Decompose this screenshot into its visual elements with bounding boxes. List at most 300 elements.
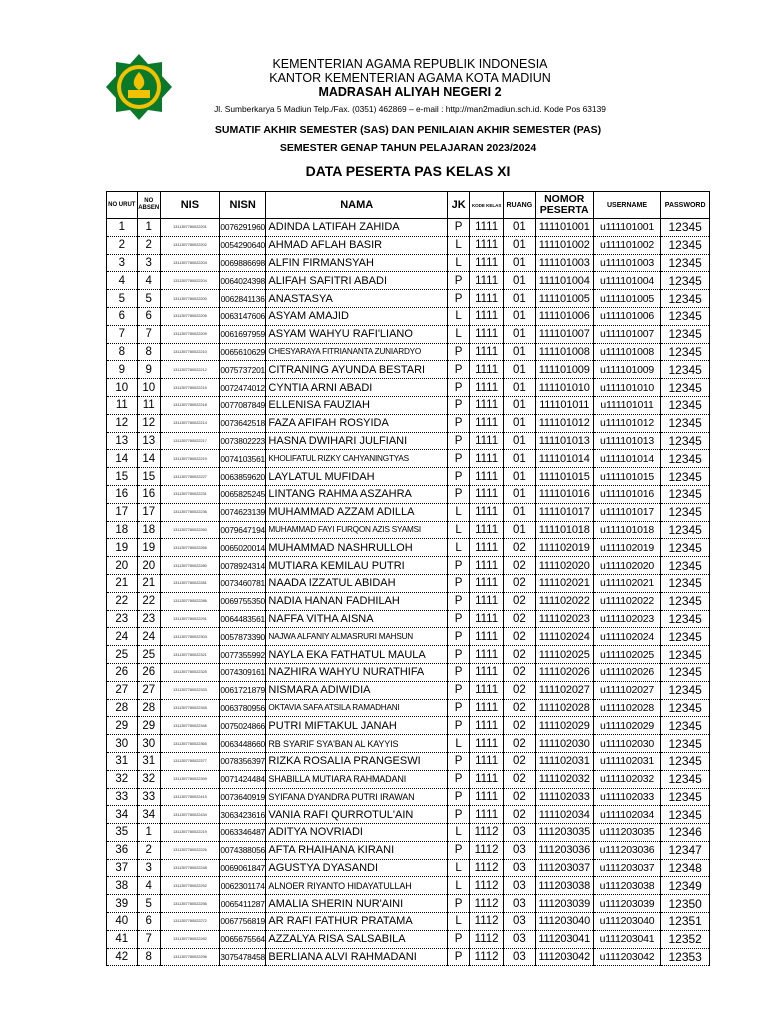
cell-nama: ALIFAH SAFITRI ABADI bbox=[266, 272, 448, 290]
cell-no-absen: 32 bbox=[137, 770, 160, 788]
cell-nisn: 0063346487 bbox=[219, 824, 265, 842]
cell-nisn: 0075024866 bbox=[219, 717, 265, 735]
cell-no-urut: 7 bbox=[107, 325, 138, 343]
cell-username: u111101010 bbox=[593, 379, 661, 397]
cell-username: u111101007 bbox=[593, 325, 661, 343]
cell-username: u111101005 bbox=[593, 290, 661, 308]
cell-nomor-peserta: 111203037 bbox=[535, 859, 593, 877]
cell-username: u111203035 bbox=[593, 824, 661, 842]
cell-ruang: 01 bbox=[504, 236, 536, 254]
table-row bbox=[107, 592, 710, 610]
cell-password: 12349 bbox=[661, 877, 710, 895]
cell-nama: AHMAD AFLAH BASIR bbox=[266, 236, 448, 254]
cell-no-absen: 18 bbox=[137, 521, 160, 539]
cell-jk: L bbox=[448, 503, 470, 521]
cell-kode-kelas: 1111 bbox=[470, 272, 504, 290]
cell-jk: P bbox=[448, 468, 470, 486]
col-header-nama: NAMA bbox=[266, 192, 448, 219]
cell-nis: 1311357780022281 bbox=[160, 574, 219, 592]
cell-nama: AZZALYA RISA SALSABILA bbox=[266, 930, 448, 948]
cell-no-absen: 14 bbox=[137, 450, 160, 468]
table-row bbox=[107, 219, 710, 237]
cell-ruang: 01 bbox=[504, 290, 536, 308]
cell-nis: 1311357780022248 bbox=[160, 859, 219, 877]
cell-nisn: 0064483561 bbox=[219, 610, 265, 628]
cell-nomor-peserta: 111102026 bbox=[535, 663, 593, 681]
cell-nomor-peserta: 111102032 bbox=[535, 770, 593, 788]
cell-kode-kelas: 1111 bbox=[470, 432, 504, 450]
table-row bbox=[107, 254, 710, 272]
cell-jk: L bbox=[448, 735, 470, 753]
cell-username: u111102023 bbox=[593, 610, 661, 628]
cell-nisn: 0064024398 bbox=[219, 272, 265, 290]
cell-nis: 1311357780022204 bbox=[160, 254, 219, 272]
cell-username: u111101009 bbox=[593, 361, 661, 379]
cell-kode-kelas: 1111 bbox=[470, 290, 504, 308]
cell-password: 12345 bbox=[661, 361, 710, 379]
cell-password: 12351 bbox=[661, 913, 710, 931]
cell-jk: P bbox=[448, 450, 470, 468]
cell-no-absen: 4 bbox=[137, 272, 160, 290]
cell-jk: P bbox=[448, 681, 470, 699]
cell-nis: 1311357780022236 bbox=[160, 503, 219, 521]
cell-nis: 1311357780022227 bbox=[160, 468, 219, 486]
cell-nisn: 0076291960 bbox=[219, 219, 265, 237]
cell-nisn: 0062301174 bbox=[219, 877, 265, 895]
cell-no-absen: 21 bbox=[137, 574, 160, 592]
cell-kode-kelas: 1111 bbox=[470, 503, 504, 521]
cell-kode-kelas: 1111 bbox=[470, 254, 504, 272]
table-row bbox=[107, 877, 710, 895]
cell-username: u111102028 bbox=[593, 699, 661, 717]
cell-no-absen: 17 bbox=[137, 503, 160, 521]
col-header-kode-kelas: KODE KELAS bbox=[470, 192, 504, 219]
cell-username: u111101012 bbox=[593, 414, 661, 432]
cell-username: u111203039 bbox=[593, 895, 661, 913]
cell-password: 12345 bbox=[661, 468, 710, 486]
cell-password: 12348 bbox=[661, 859, 710, 877]
cell-password: 12345 bbox=[661, 219, 710, 237]
cell-kode-kelas: 1111 bbox=[470, 414, 504, 432]
cell-no-absen: 30 bbox=[137, 735, 160, 753]
cell-kode-kelas: 1111 bbox=[470, 450, 504, 468]
cell-password: 12345 bbox=[661, 290, 710, 308]
cell-kode-kelas: 1111 bbox=[470, 574, 504, 592]
cell-username: u111102020 bbox=[593, 557, 661, 575]
cell-no-absen: 6 bbox=[137, 913, 160, 931]
cell-nama: OKTAVIA SAFA ATSILA RAMADHANI bbox=[266, 699, 448, 717]
cell-nis: 1311357780022201 bbox=[160, 219, 219, 237]
cell-no-absen: 2 bbox=[137, 236, 160, 254]
cell-no-urut: 32 bbox=[107, 770, 138, 788]
cell-nis: 1311357780022399 bbox=[160, 770, 219, 788]
cell-kode-kelas: 1111 bbox=[470, 663, 504, 681]
cell-nisn: 0065020014 bbox=[219, 539, 265, 557]
cell-ruang: 01 bbox=[504, 254, 536, 272]
cell-no-absen: 22 bbox=[137, 592, 160, 610]
cell-jk: L bbox=[448, 521, 470, 539]
cell-nisn: 0065411287 bbox=[219, 895, 265, 913]
cell-nis: 1311357780022210 bbox=[160, 343, 219, 361]
cell-ruang: 02 bbox=[504, 646, 536, 664]
cell-jk: P bbox=[448, 272, 470, 290]
cell-ruang: 01 bbox=[504, 361, 536, 379]
cell-password: 12345 bbox=[661, 646, 710, 664]
cell-ruang: 01 bbox=[504, 521, 536, 539]
cell-jk: P bbox=[448, 557, 470, 575]
cell-password: 12345 bbox=[661, 663, 710, 681]
cell-no-urut: 23 bbox=[107, 610, 138, 628]
cell-no-urut: 26 bbox=[107, 663, 138, 681]
table-row bbox=[107, 717, 710, 735]
cell-no-urut: 18 bbox=[107, 521, 138, 539]
table-row bbox=[107, 681, 710, 699]
table-row bbox=[107, 325, 710, 343]
cell-nisn: 0069061847 bbox=[219, 859, 265, 877]
cell-username: u111102031 bbox=[593, 752, 661, 770]
cell-no-absen: 1 bbox=[137, 824, 160, 842]
cell-kode-kelas: 1111 bbox=[470, 610, 504, 628]
cell-nomor-peserta: 111102021 bbox=[535, 574, 593, 592]
cell-username: u111102021 bbox=[593, 574, 661, 592]
cell-jk: L bbox=[448, 325, 470, 343]
cell-ruang: 01 bbox=[504, 343, 536, 361]
col-header-password: PASSWORD bbox=[661, 192, 710, 219]
cell-ruang: 01 bbox=[504, 272, 536, 290]
cell-jk: L bbox=[448, 539, 470, 557]
cell-nisn: 0074103561 bbox=[219, 450, 265, 468]
cell-nama: MUHAMMAD FAYI FURQON AZIS SYAMSI bbox=[266, 521, 448, 539]
col-header-nomor-peserta: NOMOR PESERTA bbox=[535, 192, 593, 219]
cell-password: 12345 bbox=[661, 254, 710, 272]
cell-kode-kelas: 1111 bbox=[470, 557, 504, 575]
cell-nisn: 0074309161 bbox=[219, 663, 265, 681]
cell-nis: 1311357780022280 bbox=[160, 557, 219, 575]
cell-username: u111102033 bbox=[593, 788, 661, 806]
cell-nis: 1311357780022217 bbox=[160, 432, 219, 450]
cell-password: 12345 bbox=[661, 521, 710, 539]
cell-nama: FAZA AFIFAH ROSYIDA bbox=[266, 414, 448, 432]
cell-no-urut: 3 bbox=[107, 254, 138, 272]
table-row bbox=[107, 663, 710, 681]
cell-username: u111102029 bbox=[593, 717, 661, 735]
col-header-username: USERNAME bbox=[593, 192, 661, 219]
cell-no-urut: 4 bbox=[107, 272, 138, 290]
cell-ruang: 02 bbox=[504, 752, 536, 770]
cell-nisn: 0067756819 bbox=[219, 913, 265, 931]
cell-jk: P bbox=[448, 290, 470, 308]
col-header-nisn: NISN bbox=[219, 192, 265, 219]
cell-no-urut: 36 bbox=[107, 841, 138, 859]
cell-nama: MUHAMMAD NASHRULLOH bbox=[266, 539, 448, 557]
cell-nomor-peserta: 111203040 bbox=[535, 913, 593, 931]
school-name: MADRASAH ALIYAH NEGERI 2 bbox=[318, 85, 502, 99]
cell-ruang: 01 bbox=[504, 450, 536, 468]
cell-no-absen: 1 bbox=[137, 219, 160, 237]
table-row bbox=[107, 468, 710, 486]
cell-kode-kelas: 1111 bbox=[470, 325, 504, 343]
cell-no-absen: 24 bbox=[137, 628, 160, 646]
exam-subtitle: SUMATIF AKHIR SEMESTER (SAS) DAN PENILAIAN AKHIR SEMESTER (PAS) bbox=[214, 124, 602, 136]
cell-username: u111102032 bbox=[593, 770, 661, 788]
col-header-no-absen: NO ABSEN bbox=[137, 192, 160, 219]
cell-password: 12345 bbox=[661, 557, 710, 575]
cell-nisn: 0075737201 bbox=[219, 361, 265, 379]
cell-nis: 1311357780022256 bbox=[160, 895, 219, 913]
cell-nomor-peserta: 111102033 bbox=[535, 788, 593, 806]
cell-nama: NAZHIRA WAHYU NURATHIFA bbox=[266, 663, 448, 681]
semester-subtitle: SEMESTER GENAP TAHUN PELAJARAN 2023/2024 bbox=[279, 142, 537, 154]
cell-nisn: 0079647194 bbox=[219, 521, 265, 539]
cell-nomor-peserta: 111203035 bbox=[535, 824, 593, 842]
cell-nama: RIZKA ROSALIA PRANGESWI bbox=[266, 752, 448, 770]
cell-jk: P bbox=[448, 930, 470, 948]
cell-kode-kelas: 1111 bbox=[470, 717, 504, 735]
cell-nomor-peserta: 111203042 bbox=[535, 948, 593, 966]
table-row bbox=[107, 236, 710, 254]
cell-username: u111101015 bbox=[593, 468, 661, 486]
cell-nis: 1311357780022434 bbox=[160, 806, 219, 824]
cell-nis: 1311357780022377 bbox=[160, 752, 219, 770]
cell-no-absen: 5 bbox=[137, 290, 160, 308]
cell-nis: 1311357780022200 bbox=[160, 290, 219, 308]
cell-nis: 1311357780022333 bbox=[160, 681, 219, 699]
cell-nomor-peserta: 111102031 bbox=[535, 752, 593, 770]
cell-nama: PUTRI MIFTAKUL JANAH bbox=[266, 717, 448, 735]
cell-username: u111102024 bbox=[593, 628, 661, 646]
cell-nomor-peserta: 111101014 bbox=[535, 450, 593, 468]
cell-ruang: 01 bbox=[504, 307, 536, 325]
cell-password: 12345 bbox=[661, 699, 710, 717]
cell-nomor-peserta: 111101008 bbox=[535, 343, 593, 361]
cell-kode-kelas: 1112 bbox=[470, 948, 504, 966]
cell-no-urut: 42 bbox=[107, 948, 138, 966]
cell-nomor-peserta: 111101017 bbox=[535, 503, 593, 521]
cell-password: 12345 bbox=[661, 628, 710, 646]
cell-no-absen: 11 bbox=[137, 396, 160, 414]
cell-nama: MUHAMMAD AZZAM ADILLA bbox=[266, 503, 448, 521]
cell-nisn: 0073642518 bbox=[219, 414, 265, 432]
cell-no-urut: 24 bbox=[107, 628, 138, 646]
cell-nama: NAFFA VITHA AISNA bbox=[266, 610, 448, 628]
logo-book-icon bbox=[128, 90, 150, 98]
cell-nomor-peserta: 111102023 bbox=[535, 610, 593, 628]
cell-password: 12345 bbox=[661, 735, 710, 753]
cell-nisn: 0077355992 bbox=[219, 646, 265, 664]
cell-nisn: 0072474012 bbox=[219, 379, 265, 397]
cell-no-absen: 7 bbox=[137, 325, 160, 343]
cell-no-urut: 27 bbox=[107, 681, 138, 699]
table-row bbox=[107, 752, 710, 770]
col-header-nis: NIS bbox=[160, 192, 219, 219]
cell-nama: AMALIA SHERIN NUR'AINI bbox=[266, 895, 448, 913]
table-row bbox=[107, 735, 710, 753]
cell-jk: P bbox=[448, 343, 470, 361]
cell-ruang: 02 bbox=[504, 806, 536, 824]
cell-nama: ADINDA LATIFAH ZAHIDA bbox=[266, 219, 448, 237]
cell-username: u111101006 bbox=[593, 307, 661, 325]
cell-nama: LAYLATUL MUFIDAH bbox=[266, 468, 448, 486]
table-row bbox=[107, 628, 710, 646]
cell-nisn: 0065675564 bbox=[219, 930, 265, 948]
cell-nama: ASYAM AMAJID bbox=[266, 307, 448, 325]
table-row bbox=[107, 539, 710, 557]
cell-jk: P bbox=[448, 396, 470, 414]
cell-ruang: 02 bbox=[504, 610, 536, 628]
cell-password: 12345 bbox=[661, 770, 710, 788]
cell-jk: P bbox=[448, 361, 470, 379]
cell-nomor-peserta: 111101009 bbox=[535, 361, 593, 379]
cell-kode-kelas: 1112 bbox=[470, 930, 504, 948]
cell-no-absen: 15 bbox=[137, 468, 160, 486]
cell-ruang: 03 bbox=[504, 859, 536, 877]
table-row bbox=[107, 307, 710, 325]
cell-nama: CYNTIA ARNI ABADI bbox=[266, 379, 448, 397]
cell-no-urut: 5 bbox=[107, 290, 138, 308]
cell-no-urut: 34 bbox=[107, 806, 138, 824]
cell-nama: RB SYARIF SYA'BAN AL KAYYIS bbox=[266, 735, 448, 753]
cell-kode-kelas: 1111 bbox=[470, 236, 504, 254]
cell-nomor-peserta: 111102029 bbox=[535, 717, 593, 735]
cell-nisn: 0057873390 bbox=[219, 628, 265, 646]
table-row bbox=[107, 574, 710, 592]
cell-nomor-peserta: 111102020 bbox=[535, 557, 593, 575]
table-row bbox=[107, 432, 710, 450]
cell-jk: L bbox=[448, 913, 470, 931]
cell-no-urut: 33 bbox=[107, 788, 138, 806]
cell-nisn: 0078356397 bbox=[219, 752, 265, 770]
cell-kode-kelas: 1111 bbox=[470, 361, 504, 379]
cell-nisn: 0069755350 bbox=[219, 592, 265, 610]
cell-password: 12345 bbox=[661, 432, 710, 450]
cell-jk: P bbox=[448, 752, 470, 770]
cell-nis: 1311357780022231 bbox=[160, 485, 219, 503]
cell-no-urut: 19 bbox=[107, 539, 138, 557]
cell-nomor-peserta: 111101002 bbox=[535, 236, 593, 254]
cell-ruang: 02 bbox=[504, 539, 536, 557]
table-header-row bbox=[107, 192, 710, 219]
cell-nis: 1311357780022303 bbox=[160, 628, 219, 646]
letterhead bbox=[180, 57, 640, 99]
cell-ruang: 03 bbox=[504, 841, 536, 859]
cell-no-absen: 12 bbox=[137, 414, 160, 432]
cell-username: u111101013 bbox=[593, 432, 661, 450]
cell-password: 12345 bbox=[661, 307, 710, 325]
cell-jk: P bbox=[448, 699, 470, 717]
cell-no-absen: 26 bbox=[137, 663, 160, 681]
cell-ruang: 02 bbox=[504, 628, 536, 646]
table-row bbox=[107, 521, 710, 539]
cell-nis: 1311357780022215 bbox=[160, 379, 219, 397]
cell-username: u111101003 bbox=[593, 254, 661, 272]
cell-nisn: 0073802223 bbox=[219, 432, 265, 450]
cell-username: u111101002 bbox=[593, 236, 661, 254]
cell-kode-kelas: 1112 bbox=[470, 824, 504, 842]
cell-nis: 1311357780022286 bbox=[160, 592, 219, 610]
cell-username: u111102026 bbox=[593, 663, 661, 681]
cell-jk: P bbox=[448, 628, 470, 646]
cell-nama: NISMARA ADIWIDIA bbox=[266, 681, 448, 699]
cell-ruang: 01 bbox=[504, 468, 536, 486]
col-header-ruang: RUANG bbox=[504, 192, 536, 219]
cell-nisn: 0061721879 bbox=[219, 681, 265, 699]
cell-kode-kelas: 1111 bbox=[470, 592, 504, 610]
table-row bbox=[107, 788, 710, 806]
cell-jk: L bbox=[448, 859, 470, 877]
cell-nomor-peserta: 111203036 bbox=[535, 841, 593, 859]
cell-nomor-peserta: 111101016 bbox=[535, 485, 593, 503]
cell-jk: P bbox=[448, 788, 470, 806]
cell-no-urut: 11 bbox=[107, 396, 138, 414]
cell-ruang: 03 bbox=[504, 895, 536, 913]
cell-ruang: 02 bbox=[504, 592, 536, 610]
cell-jk: P bbox=[448, 610, 470, 628]
cell-nisn: 0069886698 bbox=[219, 254, 265, 272]
cell-password: 12345 bbox=[661, 272, 710, 290]
table-row bbox=[107, 806, 710, 824]
cell-nomor-peserta: 111102019 bbox=[535, 539, 593, 557]
cell-password: 12345 bbox=[661, 379, 710, 397]
cell-nama: NAJWA ALFANIY ALMASRURI MAHSUN bbox=[266, 628, 448, 646]
cell-kode-kelas: 1111 bbox=[470, 219, 504, 237]
cell-ruang: 02 bbox=[504, 681, 536, 699]
cell-no-urut: 22 bbox=[107, 592, 138, 610]
cell-nomor-peserta: 111101010 bbox=[535, 379, 593, 397]
cell-nomor-peserta: 111102025 bbox=[535, 646, 593, 664]
cell-nisn: 0073460781 bbox=[219, 574, 265, 592]
office-name: KANTOR KEMENTERIAN AGAMA KOTA MADIUN bbox=[269, 71, 551, 85]
cell-jk: P bbox=[448, 663, 470, 681]
cell-nisn: 0065825245 bbox=[219, 485, 265, 503]
cell-ruang: 03 bbox=[504, 948, 536, 966]
cell-nis: 1311357780022214 bbox=[160, 414, 219, 432]
cell-nisn: 0063147606 bbox=[219, 307, 265, 325]
cell-ruang: 01 bbox=[504, 414, 536, 432]
cell-password: 12345 bbox=[661, 717, 710, 735]
cell-kode-kelas: 1112 bbox=[470, 913, 504, 931]
cell-nis: 1311357780022226 bbox=[160, 841, 219, 859]
cell-nisn: 0061697959 bbox=[219, 325, 265, 343]
cell-no-urut: 41 bbox=[107, 930, 138, 948]
cell-password: 12352 bbox=[661, 930, 710, 948]
cell-username: u111101018 bbox=[593, 521, 661, 539]
cell-no-urut: 6 bbox=[107, 307, 138, 325]
table-row bbox=[107, 913, 710, 931]
cell-ruang: 03 bbox=[504, 930, 536, 948]
cell-no-urut: 38 bbox=[107, 877, 138, 895]
cell-nama: LINTANG RAHMA ASZAHRA bbox=[266, 485, 448, 503]
table-row bbox=[107, 503, 710, 521]
cell-nisn: 0074388056 bbox=[219, 841, 265, 859]
cell-no-absen: 20 bbox=[137, 557, 160, 575]
cell-nisn: 3075478458 bbox=[219, 948, 265, 966]
cell-nama: ANASTASYA bbox=[266, 290, 448, 308]
cell-nomor-peserta: 111101001 bbox=[535, 219, 593, 237]
cell-nisn: 0063859620 bbox=[219, 468, 265, 486]
cell-nis: 1311357780022325 bbox=[160, 663, 219, 681]
cell-nama: VANIA RAFI QURROTUL'AIN bbox=[266, 806, 448, 824]
cell-nama: ADITYA NOVRIADI bbox=[266, 824, 448, 842]
cell-password: 12346 bbox=[661, 824, 710, 842]
cell-kode-kelas: 1111 bbox=[470, 735, 504, 753]
cell-password: 12353 bbox=[661, 948, 710, 966]
cell-jk: L bbox=[448, 307, 470, 325]
cell-no-absen: 27 bbox=[137, 681, 160, 699]
cell-nomor-peserta: 111101013 bbox=[535, 432, 593, 450]
cell-no-urut: 25 bbox=[107, 646, 138, 664]
table-row bbox=[107, 290, 710, 308]
cell-nis: 1311357780022218 bbox=[160, 396, 219, 414]
